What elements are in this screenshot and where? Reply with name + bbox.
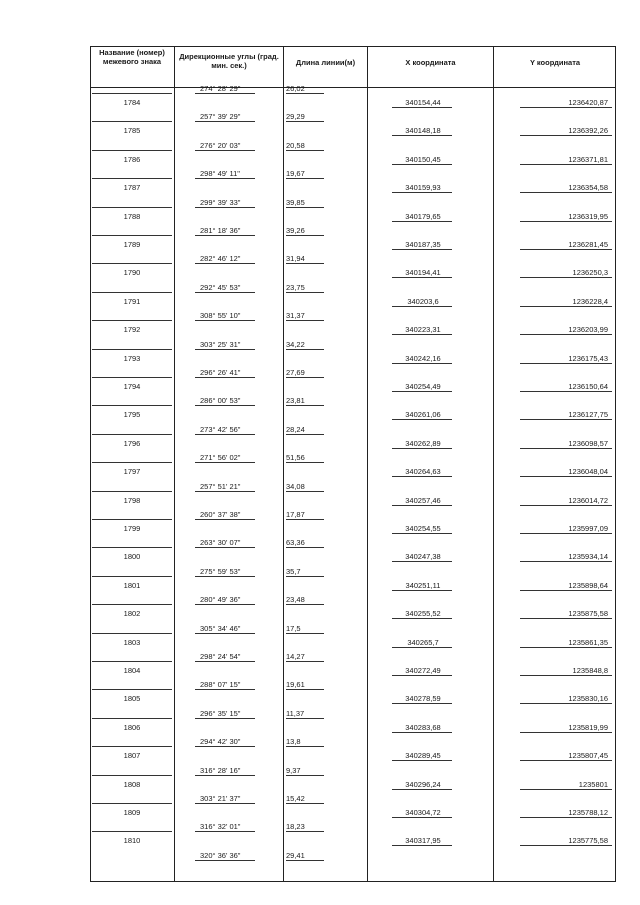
underline (392, 845, 452, 846)
point-name: 1806 (123, 722, 141, 732)
underline (195, 661, 255, 662)
underline (520, 419, 612, 420)
point-y: 1236014,72 (568, 495, 608, 505)
point-x: 340304,72 (405, 808, 441, 817)
segment-angle: 316° 28' 16" (200, 765, 241, 775)
underline (286, 150, 324, 151)
underline (286, 434, 324, 435)
point-y: 1236175,43 (568, 353, 608, 363)
underline (520, 732, 612, 733)
underline (392, 363, 452, 364)
underline (195, 803, 255, 804)
column-divider (174, 46, 175, 882)
header-divider (90, 87, 616, 88)
segment-length: 39,26 (286, 226, 305, 235)
segment-length: 31,37 (286, 311, 305, 321)
row-rule (92, 746, 172, 747)
point-name: 1788 (123, 211, 141, 221)
segment-angle: 271° 56' 02" (200, 453, 241, 463)
point-name: 1796 (123, 438, 141, 448)
underline (195, 121, 255, 122)
point-x: 340159,93 (405, 183, 441, 193)
underline (195, 235, 255, 236)
underline (392, 533, 452, 534)
point-name: 1790 (123, 268, 141, 278)
underline (195, 263, 255, 264)
point-y: 1236420,87 (568, 98, 608, 107)
point-y: 1235861,35 (568, 637, 608, 647)
point-x: 340257,46 (405, 495, 441, 505)
segment-angle: 292° 45' 53" (200, 282, 241, 292)
segment-length: 34,08 (286, 481, 305, 491)
underline (392, 760, 452, 761)
segment-angle: 305° 34' 46" (200, 623, 241, 633)
point-name: 1803 (123, 637, 141, 647)
underline (520, 107, 612, 108)
row-rule (92, 661, 172, 662)
segment-length: 19,61 (286, 680, 305, 690)
segment-length: 34,22 (286, 339, 305, 349)
underline (286, 803, 324, 804)
point-y: 1235819,99 (568, 722, 608, 732)
point-name: 1794 (123, 382, 141, 391)
segment-length: 63,36 (286, 538, 305, 548)
point-x: 340317,95 (405, 836, 441, 846)
row-rule (92, 207, 172, 208)
point-name: 1802 (123, 609, 141, 619)
row-rule (92, 150, 172, 151)
point-x: 340296,24 (405, 779, 441, 789)
underline (392, 192, 452, 193)
segment-angle: 274° 28' 29" (200, 84, 241, 93)
row-rule (92, 121, 172, 122)
point-x: 340251,11 (405, 580, 441, 590)
underline (520, 618, 612, 619)
row-rule (92, 349, 172, 350)
segment-angle: 298° 24' 54" (200, 652, 241, 661)
underline (520, 845, 612, 846)
segment-angle: 303° 21' 37" (200, 794, 241, 803)
underline (286, 831, 324, 832)
underline (286, 604, 324, 605)
underline (195, 604, 255, 605)
underline (195, 718, 255, 719)
segment-angle: 320° 36' 36" (200, 850, 241, 860)
segment-length: 29,41 (286, 850, 305, 860)
underline (392, 448, 452, 449)
row-rule (92, 93, 172, 94)
point-y: 1236127,75 (568, 410, 608, 420)
segment-angle: 273° 42' 56" (200, 424, 241, 434)
underline (392, 221, 452, 222)
header-x: X координата (405, 58, 456, 67)
point-x: 340203,6 (407, 296, 439, 306)
point-y: 1235830,16 (568, 694, 608, 704)
underline (520, 789, 612, 790)
underline (520, 675, 612, 676)
point-name: 1795 (123, 410, 141, 420)
underline (286, 292, 324, 293)
point-x: 340242,16 (405, 353, 441, 363)
point-name: 1793 (123, 353, 141, 363)
segment-length: 18,23 (286, 822, 305, 832)
segment-length: 19,67 (286, 169, 305, 179)
point-x: 340261,06 (405, 410, 441, 420)
segment-angle: 288° 07' 15" (200, 680, 241, 690)
underline (195, 292, 255, 293)
segment-length: 11,37 (286, 708, 305, 718)
row-rule (92, 320, 172, 321)
point-y: 1236228,4 (572, 296, 608, 306)
point-x: 340179,65 (405, 211, 441, 221)
point-x: 340154,44 (405, 98, 441, 107)
row-rule (92, 775, 172, 776)
row-rule (92, 178, 172, 179)
point-x: 340254,49 (405, 382, 441, 391)
segment-length: 51,56 (286, 453, 305, 463)
underline (286, 491, 324, 492)
segment-length: 23,81 (286, 396, 305, 406)
underline (286, 121, 324, 122)
point-x: 340148,18 (405, 126, 441, 136)
underline (195, 831, 255, 832)
underline (392, 277, 452, 278)
underline (520, 221, 612, 222)
row-rule (92, 689, 172, 690)
underline (520, 533, 612, 534)
underline (392, 107, 452, 108)
point-y: 1235775,58 (568, 836, 608, 846)
point-y: 1235801 (578, 779, 608, 789)
underline (392, 249, 452, 250)
row-rule (92, 235, 172, 236)
underline (520, 249, 612, 250)
underline (286, 462, 324, 463)
header-name: Название (номер) межевого знака (99, 48, 165, 66)
point-y: 1236150,64 (568, 382, 608, 391)
segment-length: 39,85 (286, 197, 305, 207)
segment-angle: 298° 49' 11" (200, 169, 240, 179)
point-y: 1236371,81 (568, 154, 608, 164)
point-y: 1236098,57 (568, 438, 608, 448)
header-angle: Дирекционные углы (град. мин. сек.) (179, 52, 279, 70)
underline (195, 349, 255, 350)
underline (286, 661, 324, 662)
row-rule (92, 292, 172, 293)
underline (195, 519, 255, 520)
point-y: 1236203,99 (568, 325, 608, 335)
point-name: 1797 (123, 467, 141, 477)
row-rule (92, 803, 172, 804)
point-name: 1785 (123, 126, 141, 136)
column-divider (493, 46, 494, 882)
point-name: 1784 (123, 98, 141, 107)
segment-angle: 257° 39' 29" (200, 112, 241, 122)
underline (195, 689, 255, 690)
underline (520, 505, 612, 506)
underline (195, 434, 255, 435)
underline (286, 547, 324, 548)
point-x: 340262,89 (405, 438, 441, 448)
underline (286, 519, 324, 520)
point-name: 1805 (123, 694, 141, 704)
row-rule (92, 491, 172, 492)
underline (286, 207, 324, 208)
point-y: 1235875,58 (568, 609, 608, 619)
segment-length: 14,27 (286, 652, 305, 661)
segment-angle: 282° 46' 12" (200, 254, 241, 264)
point-name: 1807 (123, 751, 141, 761)
row-rule (92, 633, 172, 634)
point-y: 1236250,3 (572, 268, 608, 278)
row-rule (92, 604, 172, 605)
underline (520, 476, 612, 477)
segment-length: 28,24 (286, 424, 305, 434)
segment-angle: 299° 39' 33" (200, 197, 241, 207)
row-rule (92, 263, 172, 264)
underline (286, 775, 324, 776)
underline (520, 334, 612, 335)
underline (195, 547, 255, 548)
underline (392, 732, 452, 733)
underline (286, 746, 324, 747)
row-rule (92, 519, 172, 520)
underline (392, 505, 452, 506)
segment-length: 31,94 (286, 254, 305, 264)
point-x: 340264,63 (405, 467, 441, 477)
underline (392, 334, 452, 335)
point-name: 1810 (123, 836, 141, 846)
row-rule (92, 576, 172, 577)
underline (392, 789, 452, 790)
underline (520, 561, 612, 562)
underline (520, 590, 612, 591)
point-x: 340254,55 (405, 524, 441, 533)
underline (520, 448, 612, 449)
point-name: 1808 (123, 779, 141, 789)
segment-length: 9,37 (286, 765, 301, 775)
underline (520, 135, 612, 136)
underline (286, 718, 324, 719)
underline (286, 633, 324, 634)
point-y: 1236392,26 (568, 126, 608, 136)
segment-length: 26,02 (286, 84, 305, 93)
underline (286, 689, 324, 690)
underline (286, 349, 324, 350)
segment-length: 13,8 (286, 737, 301, 747)
point-name: 1800 (123, 552, 141, 562)
segment-angle: 316° 32' 01" (200, 822, 241, 832)
underline (286, 263, 324, 264)
segment-length: 35,7 (286, 566, 301, 576)
underline (392, 647, 452, 648)
underline (392, 306, 452, 307)
point-y: 1235934,14 (568, 552, 608, 562)
underline (286, 320, 324, 321)
point-y: 1235848,8 (572, 666, 608, 675)
underline (520, 391, 612, 392)
point-name: 1789 (123, 240, 141, 249)
underline (195, 633, 255, 634)
point-x: 340255,52 (405, 609, 441, 619)
point-name: 1798 (123, 495, 141, 505)
underline (286, 235, 324, 236)
point-x: 340265,7 (407, 637, 439, 647)
row-rule (92, 377, 172, 378)
point-y: 1236281,45 (568, 240, 608, 249)
underline (392, 618, 452, 619)
point-name: 1791 (123, 296, 141, 306)
underline (392, 703, 452, 704)
segment-angle: 276° 20' 03" (200, 140, 241, 150)
point-y: 1235807,45 (568, 751, 608, 761)
segment-length: 17,87 (286, 510, 305, 519)
segment-angle: 281° 18' 36" (200, 226, 241, 235)
underline (392, 561, 452, 562)
underline (392, 164, 452, 165)
point-y: 1236319,95 (568, 211, 608, 221)
row-rule (92, 547, 172, 548)
point-x: 340247,38 (405, 552, 441, 562)
point-name: 1809 (123, 808, 141, 817)
row-rule (92, 718, 172, 719)
row-rule (92, 462, 172, 463)
underline (286, 405, 324, 406)
point-x: 340187,35 (405, 240, 441, 249)
underline (392, 391, 452, 392)
underline (520, 192, 612, 193)
segment-length: 29,29 (286, 112, 305, 122)
underline (392, 135, 452, 136)
underline (520, 306, 612, 307)
point-name: 1792 (123, 325, 141, 335)
segment-length: 17,5 (286, 623, 301, 633)
segment-angle: 296° 26' 41" (200, 368, 241, 377)
underline (286, 860, 324, 861)
underline (195, 491, 255, 492)
underline (520, 277, 612, 278)
point-name: 1804 (123, 666, 141, 675)
segment-length: 20,58 (286, 140, 305, 150)
segment-length: 23,75 (286, 282, 305, 292)
segment-length: 27,69 (286, 368, 305, 377)
segment-length: 15,42 (286, 794, 305, 803)
point-y: 1236048,04 (568, 467, 608, 477)
underline (195, 405, 255, 406)
segment-angle: 263° 30' 07" (200, 538, 241, 548)
point-x: 340283,68 (405, 722, 441, 732)
segment-angle: 260° 37' 38" (200, 510, 241, 519)
underline (195, 860, 255, 861)
underline (392, 590, 452, 591)
underline (195, 775, 255, 776)
point-x: 340223,31 (405, 325, 441, 335)
underline (286, 178, 324, 179)
underline (520, 647, 612, 648)
underline (392, 675, 452, 676)
underline (195, 377, 255, 378)
underline (392, 476, 452, 477)
underline (195, 178, 255, 179)
point-name: 1786 (123, 154, 141, 164)
underline (520, 760, 612, 761)
point-name: 1787 (123, 183, 141, 193)
column-divider (283, 46, 284, 882)
underline (520, 817, 612, 818)
underline (392, 817, 452, 818)
header-y: Y координата (529, 58, 581, 67)
row-rule (92, 434, 172, 435)
underline (195, 93, 255, 94)
underline (392, 419, 452, 420)
segment-angle: 280° 49' 36" (200, 595, 241, 605)
point-y: 1235898,64 (568, 580, 608, 590)
segment-angle: 303° 25' 31" (200, 339, 241, 349)
underline (195, 207, 255, 208)
underline (195, 576, 255, 577)
underline (520, 164, 612, 165)
header-length: Длина линии(м) (295, 58, 356, 67)
underline (195, 320, 255, 321)
underline (286, 93, 324, 94)
point-x: 340272,49 (405, 666, 441, 675)
segment-angle: 294° 42' 30" (200, 737, 241, 747)
point-x: 340278,59 (405, 694, 441, 704)
point-x: 340289,45 (405, 751, 441, 761)
underline (520, 703, 612, 704)
segment-angle: 286° 00' 53" (200, 396, 241, 406)
underline (195, 150, 255, 151)
segment-angle: 308° 55' 10" (200, 311, 241, 321)
point-x: 340150,45 (405, 154, 441, 164)
underline (195, 746, 255, 747)
segment-angle: 275° 59' 53" (200, 566, 241, 576)
point-y: 1235997,09 (568, 524, 608, 533)
row-rule (92, 405, 172, 406)
point-name: 1799 (123, 524, 141, 533)
point-y: 1236354,58 (568, 183, 608, 193)
row-rule (92, 831, 172, 832)
column-divider (367, 46, 368, 882)
segment-angle: 296° 35' 15" (200, 708, 241, 718)
point-y: 1235788,12 (568, 808, 608, 817)
point-x: 340194,41 (405, 268, 441, 278)
underline (195, 462, 255, 463)
point-name: 1801 (123, 580, 141, 590)
segment-angle: 257° 51' 21" (200, 481, 241, 491)
segment-length: 23,48 (286, 595, 305, 605)
underline (286, 576, 324, 577)
underline (520, 363, 612, 364)
underline (286, 377, 324, 378)
